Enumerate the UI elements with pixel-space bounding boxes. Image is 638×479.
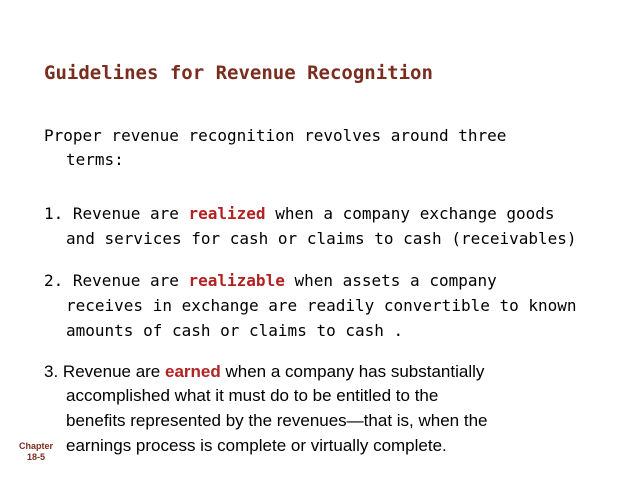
item-term: realized — [188, 204, 266, 223]
item-term: earned — [165, 362, 221, 381]
item-3-continuation-2: benefits represented by the revenues—that is, when the — [66, 411, 488, 430]
item-number: 1. — [44, 204, 64, 223]
item-3-continuation-3: earnings process is complete or virtually complete. — [66, 436, 447, 455]
item-2-continuation-1: receives in exchange are readily convertible to known — [66, 296, 577, 315]
slide-title: Guidelines for Revenue Recognition — [44, 62, 433, 84]
item-2-continuation-2: amounts of cash or claims to cash . — [66, 321, 404, 340]
item-3-continuation-1: accomplished what it must do to be entitled to the — [66, 386, 439, 405]
page-number: 18-5 — [26, 452, 45, 462]
item-text-post: when a company has substantially — [220, 362, 485, 381]
item-text-pre: Revenue are — [72, 204, 189, 223]
chapter-label — [14, 441, 58, 463]
item-number: 3. — [44, 362, 59, 381]
list-item-3 — [44, 360, 484, 384]
item-text-pre: Revenue are — [62, 362, 165, 381]
list-item-1 — [44, 202, 555, 226]
list-item-2 — [44, 269, 497, 293]
item-term: realizable — [188, 271, 285, 290]
chapter-text: Chapter — [18, 441, 53, 451]
intro-line-1: Proper revenue recognition revolves around three — [44, 126, 507, 145]
item-number: 2. — [44, 271, 64, 290]
item-text-post: when assets a company — [284, 271, 497, 290]
intro-line-2: terms: — [66, 150, 124, 169]
item-1-continuation: and services for cash or claims to cash (receivables) — [66, 229, 577, 248]
item-text-post: when a company exchange goods — [265, 204, 555, 223]
item-text-pre: Revenue are — [72, 271, 189, 290]
